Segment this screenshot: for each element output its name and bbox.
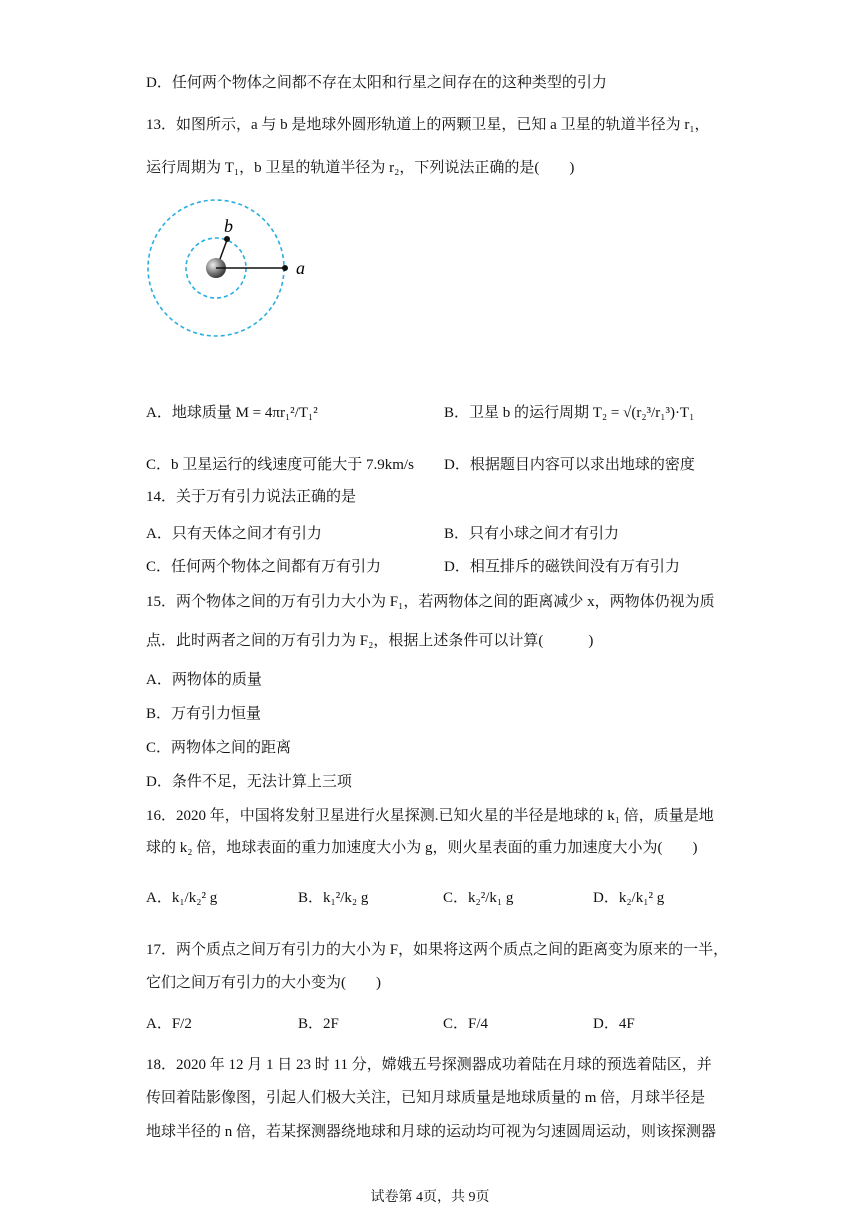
q16-stem-line2: 球的 k₂ 倍，地球表面的重力加速度大小为 g，则火星表面的重力加速度大小为( ) xyxy=(146,840,698,856)
q16-stem-line1: 16．2020 年，中国将发射卫星进行火星探测.已知火星的半径是地球的 k₁ 倍，质量是地 xyxy=(146,808,714,824)
page-footer: 试卷第 4页，共 9页 xyxy=(370,1190,490,1205)
q14-option-d: D．相互排斥的磁铁间没有万有引力 xyxy=(444,559,680,575)
q16-option-c: C．k₂²/k₁ g xyxy=(443,890,514,906)
q16-option-a: A．k₁/k₂² g xyxy=(146,890,218,906)
q17-option-b: B．2F xyxy=(298,1016,339,1032)
q15-stem-line1: 15．两个物体之间的万有引力大小为 F₁，若两物体之间的距离减少 x，两物体仍视为质 xyxy=(146,594,715,610)
q17-stem-line1: 17．两个质点之间万有引力的大小为 F，如果将这两个质点之间的距离变为原来的一半， xyxy=(146,942,729,958)
q15-option-b: B．万有引力恒量 xyxy=(146,706,262,722)
q17-option-d: D．4F xyxy=(593,1016,635,1032)
q13-option-a: A．地球质量 M = 4πr₁²/T₁² xyxy=(146,405,318,421)
q13-option-c: C．b 卫星运行的线速度可能大于 7.9km/s xyxy=(146,457,414,473)
q18-stem-line2: 传回着陆影像图，引起人们极大关注，已知月球质量是地球质量的 m 倍，月球半径是 xyxy=(146,1090,706,1106)
q15-option-c: C．两物体之间的距离 xyxy=(146,740,292,756)
label-a: a xyxy=(296,258,305,278)
q13-stem-line2: 运行周期为 T₁，b 卫星的轨道半径为 r₂，下列说法正确的是( ) xyxy=(146,160,575,176)
radius-b xyxy=(220,240,227,259)
q13-option-d: D．根据题目内容可以求出地球的密度 xyxy=(444,457,695,473)
satellite-a xyxy=(282,265,288,271)
q14-option-a: A．只有天体之间才有引力 xyxy=(146,526,322,542)
q12-option-d: D．任何两个物体之间都不存在太阳和行星之间存在的这种类型的引力 xyxy=(146,75,607,91)
q18-stem-line3: 地球半径的 n 倍，若某探测器绕地球和月球的运动均可视为匀速圆周运动，则该探测器 xyxy=(146,1124,717,1140)
q14-option-b: B．只有小球之间才有引力 xyxy=(444,526,620,542)
q17-stem-line2: 它们之间万有引力的大小变为( ) xyxy=(146,975,381,991)
q14-stem: 14．关于万有引力说法正确的是 xyxy=(146,489,357,505)
q13-stem-line1: 13．如图所示，a 与 b 是地球外圆形轨道上的两颗卫星，已知 a 卫星的轨道半径为 r₁， xyxy=(146,117,710,133)
q18-stem-line1: 18．2020 年 12 月 1 日 23 时 11 分，嫦娥五号探测器成功着陆在月球的预选着陆区，并 xyxy=(146,1057,712,1073)
satellite-b xyxy=(224,236,230,242)
q13-option-b: B．卫星 b 的运行周期 T₂ = √(r₂³/r₁³)·T₁ xyxy=(444,405,695,421)
q17-option-c: C．F/4 xyxy=(443,1016,489,1032)
q16-option-b: B．k₁²/k₂ g xyxy=(298,890,369,906)
q16-option-d: D．k₂/k₁² g xyxy=(593,890,665,906)
orbit-diagram xyxy=(140,192,340,352)
label-b: b xyxy=(224,216,233,236)
q15-stem-line2: 点．此时两者之间的万有引力为 F₂，根据上述条件可以计算( ) xyxy=(146,633,594,649)
q15-option-a: A．两物体的质量 xyxy=(146,672,262,688)
q14-option-c: C．任何两个物体之间都有万有引力 xyxy=(146,559,382,575)
q15-option-d: D．条件不足，无法计算上三项 xyxy=(146,774,352,790)
q17-option-a: A．F/2 xyxy=(146,1016,192,1032)
